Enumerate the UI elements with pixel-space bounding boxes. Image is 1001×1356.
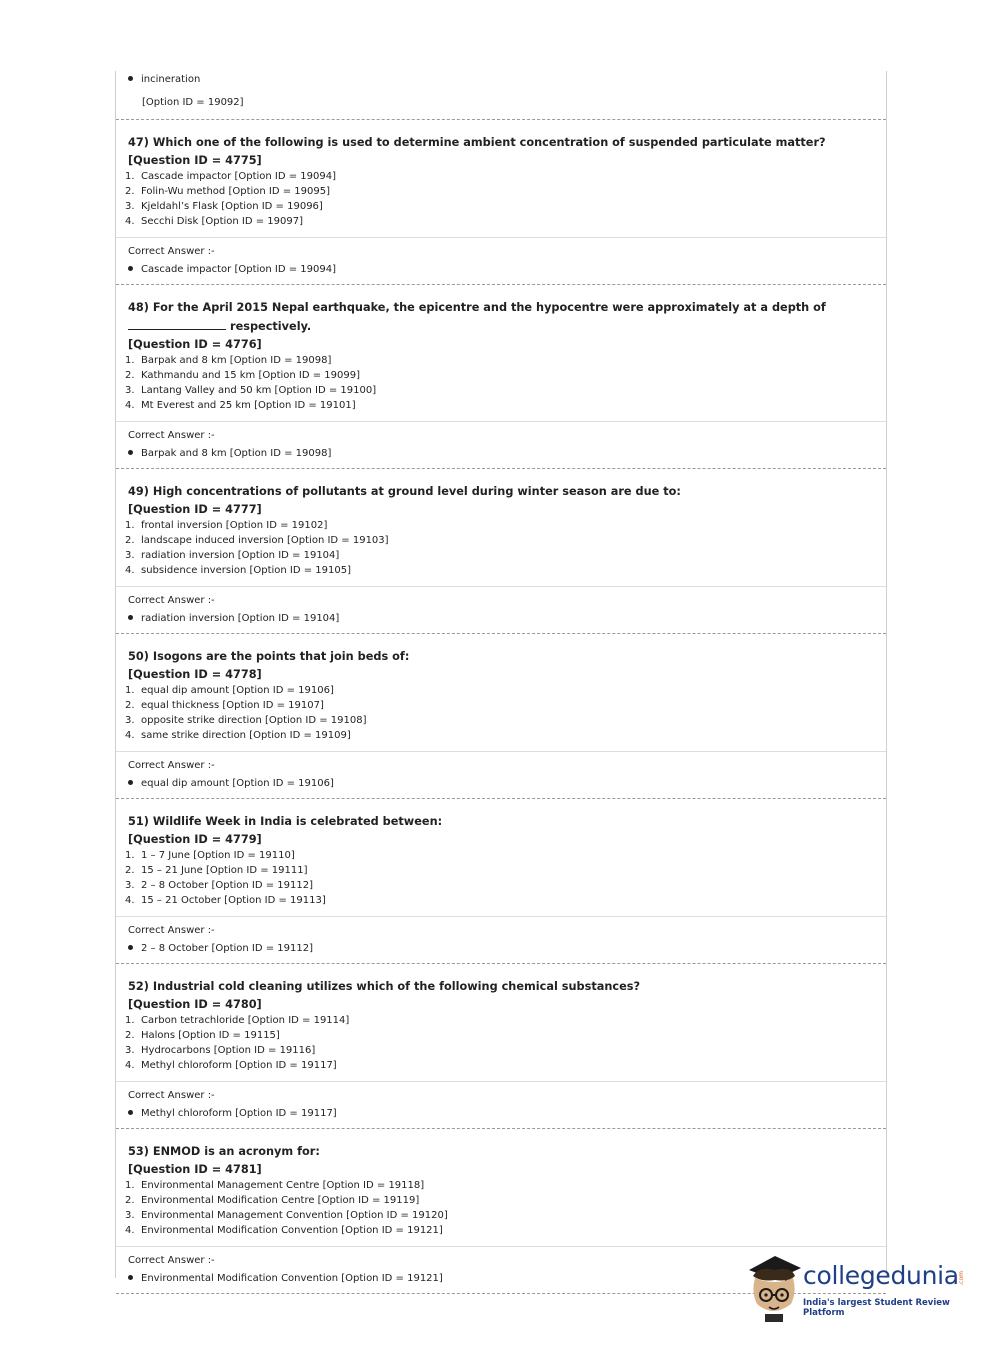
option-text: Cascade impactor [Option ID = 19094] <box>141 171 336 182</box>
option-text: 2 – 8 October [Option ID = 19112] <box>141 880 314 891</box>
question-block <box>116 964 886 1129</box>
question-title <box>128 1143 874 1161</box>
question-title <box>128 813 874 831</box>
question-body <box>116 964 886 1081</box>
option-list <box>125 169 874 229</box>
option-number: 2. <box>125 1030 135 1041</box>
option-list <box>125 683 874 743</box>
option-item <box>125 878 874 893</box>
bullet-icon <box>128 1110 133 1115</box>
brand-tagline: India's largest Student Review Platform <box>803 1298 950 1318</box>
question-number: 47) <box>128 136 149 149</box>
question-text: Which one of the following is used to determine ambient concentration of suspended particulate matter? <box>152 136 826 149</box>
option-item <box>125 728 874 743</box>
question-id: [Question ID = 4780] <box>128 998 262 1011</box>
option-item <box>125 1058 874 1073</box>
option-text: 1 – 7 June [Option ID = 19110] <box>141 850 295 861</box>
correct-answer-text: Methyl chloroform [Option ID = 19117] <box>141 1108 337 1119</box>
option-number: 3. <box>125 880 135 891</box>
option-number: 1. <box>125 355 135 366</box>
brand-name: collegedunia <box>803 1261 959 1290</box>
option-text: Kjeldahl’s Flask [Option ID = 19096] <box>141 201 323 212</box>
mascot-icon <box>745 1252 803 1322</box>
correct-answer-label: Correct Answer :- <box>128 246 215 257</box>
correct-answer-label: Correct Answer :- <box>128 595 215 606</box>
question-body <box>116 1129 886 1246</box>
option-text: frontal inversion [Option ID = 19102] <box>141 520 328 531</box>
option-number: 1. <box>125 171 135 182</box>
option-item <box>125 1193 874 1208</box>
brand-domain: .com <box>958 1271 965 1286</box>
option-number: 4. <box>125 565 135 576</box>
option-item <box>125 398 874 413</box>
question-block <box>116 634 886 799</box>
option-item <box>125 698 874 713</box>
bullet-icon <box>128 266 133 271</box>
correct-answer-value <box>128 1106 874 1122</box>
option-item <box>125 1178 874 1193</box>
option-text: Barpak and 8 km [Option ID = 19098] <box>141 355 332 366</box>
option-item <box>125 368 874 383</box>
option-number: 4. <box>125 1225 135 1236</box>
question-id: [Question ID = 4781] <box>128 1163 262 1176</box>
question-number: 52) <box>128 980 149 993</box>
correct-answer-label: Correct Answer :- <box>128 925 215 936</box>
question-number: 53) <box>128 1145 149 1158</box>
question-body <box>116 799 886 916</box>
option-item <box>125 848 874 863</box>
option-text: landscape induced inversion [Option ID = 19103] <box>141 535 389 546</box>
option-item <box>125 683 874 698</box>
option-text: 15 – 21 June [Option ID = 19111] <box>141 865 308 876</box>
option-text: radiation inversion [Option ID = 19104] <box>141 550 340 561</box>
question-body <box>116 285 886 421</box>
option-item <box>125 533 874 548</box>
option-text: Environmental Modification Convention [Option ID = 19121] <box>141 1225 443 1236</box>
option-text: Folin-Wu method [Option ID = 19095] <box>141 186 331 197</box>
question-title <box>128 483 874 501</box>
option-number: 2. <box>125 1195 135 1206</box>
correct-answer-value <box>128 776 874 792</box>
option-number: 2. <box>125 865 135 876</box>
option-number: 2. <box>125 370 135 381</box>
option-item <box>125 383 874 398</box>
fill-in-blank <box>128 317 226 330</box>
bullet-icon <box>128 615 133 620</box>
option-item <box>125 353 874 368</box>
question-text: For the April 2015 Nepal earthquake, the epicentre and the hypocentre were approximately at a depth of <box>152 301 826 314</box>
question-text: Isogons are the points that join beds of: <box>152 650 410 663</box>
correct-answer-label: Correct Answer :- <box>128 1090 215 1101</box>
option-text: Mt Everest and 25 km [Option ID = 19101] <box>141 400 356 411</box>
option-text: Kathmandu and 15 km [Option ID = 19099] <box>141 370 360 381</box>
question-title <box>128 134 874 152</box>
question-title <box>128 648 874 666</box>
option-item <box>125 214 874 229</box>
correct-answer-text: 2 – 8 October [Option ID = 19112] <box>141 943 314 954</box>
question-list <box>116 120 886 1294</box>
option-text: Environmental Management Convention [Option ID = 19120] <box>141 1210 448 1221</box>
question-block <box>116 469 886 634</box>
option-number: 1. <box>125 685 135 696</box>
option-list <box>125 848 874 908</box>
question-body <box>116 120 886 237</box>
option-text: Secchi Disk [Option ID = 19097] <box>141 216 304 227</box>
bullet-icon <box>128 780 133 785</box>
question-title <box>128 299 874 336</box>
option-number: 1. <box>125 850 135 861</box>
option-number: 3. <box>125 1210 135 1221</box>
option-number: 3. <box>125 201 135 212</box>
option-number: 1. <box>125 1180 135 1191</box>
option-text: same strike direction [Option ID = 19109] <box>141 730 351 741</box>
correct-answer-text: Barpak and 8 km [Option ID = 19098] <box>141 448 332 459</box>
option-text: opposite strike direction [Option ID = 19108] <box>141 715 367 726</box>
option-text: equal dip amount [Option ID = 19106] <box>141 685 334 696</box>
bullet-icon <box>128 945 133 950</box>
option-item <box>125 1043 874 1058</box>
correct-answer-text: equal dip amount [Option ID = 19106] <box>141 778 334 789</box>
option-number: 3. <box>125 550 135 561</box>
option-item <box>125 169 874 184</box>
correct-answer-value <box>128 446 874 462</box>
option-number: 3. <box>125 1045 135 1056</box>
option-item <box>125 184 874 199</box>
option-item <box>125 893 874 908</box>
bullet-icon <box>128 1275 133 1280</box>
option-text: Halons [Option ID = 19115] <box>141 1030 280 1041</box>
option-number: 3. <box>125 385 135 396</box>
option-item <box>125 863 874 878</box>
option-item <box>125 563 874 578</box>
question-title <box>128 978 874 996</box>
question-id: [Question ID = 4777] <box>128 503 262 516</box>
option-text: 15 – 21 October [Option ID = 19113] <box>141 895 326 906</box>
option-text: Hydrocarbons [Option ID = 19116] <box>141 1045 316 1056</box>
question-text: Industrial cold cleaning utilizes which of the following chemical substances? <box>152 980 641 993</box>
option-number: 2. <box>125 186 135 197</box>
option-number: 4. <box>125 895 135 906</box>
question-number: 48) <box>128 301 149 314</box>
option-item <box>125 1223 874 1238</box>
option-number: 4. <box>125 216 135 227</box>
question-paper <box>115 71 887 1284</box>
option-item <box>125 713 874 728</box>
option-item <box>125 1208 874 1223</box>
option-id-text: [Option ID = 19092] <box>142 97 244 108</box>
question-text: respectively. <box>230 320 312 333</box>
question-number: 51) <box>128 815 149 828</box>
option-list <box>125 1178 874 1238</box>
question-id: [Question ID = 4776] <box>128 338 262 351</box>
correct-answer-label: Correct Answer :- <box>128 430 215 441</box>
question-id: [Question ID = 4779] <box>128 833 262 846</box>
option-list <box>125 518 874 578</box>
bullet-icon <box>128 76 133 81</box>
correct-answer-text: Environmental Modification Convention [Option ID = 19121] <box>141 1273 443 1284</box>
correct-answer-section <box>116 751 886 798</box>
question-body <box>116 469 886 586</box>
option-number: 2. <box>125 700 135 711</box>
question-id: [Question ID = 4778] <box>128 668 262 681</box>
collegedunia-logo <box>745 1252 975 1322</box>
option-item <box>125 548 874 563</box>
option-number: 4. <box>125 730 135 741</box>
option-number: 4. <box>125 400 135 411</box>
correct-answer-section <box>116 916 886 963</box>
bullet-icon <box>128 450 133 455</box>
option-list <box>125 353 874 413</box>
option-item <box>125 1028 874 1043</box>
correct-answer-section <box>116 1081 886 1128</box>
correct-answer-section <box>116 421 886 468</box>
option-item <box>125 199 874 214</box>
option-number: 4. <box>125 1060 135 1071</box>
option-text: Environmental Management Centre [Option ID = 19118] <box>141 1180 425 1191</box>
question-text: ENMOD is an acronym for: <box>152 1145 320 1158</box>
correct-answer-section <box>116 237 886 284</box>
option-text: Lantang Valley and 50 km [Option ID = 19100] <box>141 385 377 396</box>
option-number: 2. <box>125 535 135 546</box>
correct-answer-value <box>128 262 874 278</box>
option-number: 1. <box>125 520 135 531</box>
option-text: Environmental Modification Centre [Option ID = 19119] <box>141 1195 420 1206</box>
question-block <box>116 120 886 285</box>
question-number: 50) <box>128 650 149 663</box>
option-item <box>125 1013 874 1028</box>
correct-answer-text: Cascade impactor [Option ID = 19094] <box>141 264 336 275</box>
previous-question-fragment <box>116 73 886 120</box>
question-block <box>116 799 886 964</box>
question-body <box>116 634 886 751</box>
question-id: [Question ID = 4775] <box>128 154 262 167</box>
option-number: 1. <box>125 1015 135 1026</box>
option-item <box>125 518 874 533</box>
option-text: equal thickness [Option ID = 19107] <box>141 700 324 711</box>
answer-bullet-item: incineration <box>128 73 874 87</box>
correct-answer-label: Correct Answer :- <box>128 1255 215 1266</box>
question-number: 49) <box>128 485 149 498</box>
option-text: subsidence inversion [Option ID = 19105] <box>141 565 352 576</box>
question-text: High concentrations of pollutants at ground level during winter season are due to: <box>152 485 681 498</box>
correct-answer-section <box>116 586 886 633</box>
option-text: Carbon tetrachloride [Option ID = 19114] <box>141 1015 350 1026</box>
correct-answer-label: Correct Answer :- <box>128 760 215 771</box>
option-number: 3. <box>125 715 135 726</box>
question-text: Wildlife Week in India is celebrated between: <box>152 815 443 828</box>
correct-answer-value <box>128 611 874 627</box>
question-block <box>116 285 886 469</box>
option-text: Methyl chloroform [Option ID = 19117] <box>141 1060 337 1071</box>
correct-answer-value <box>128 941 874 957</box>
correct-answer-text: radiation inversion [Option ID = 19104] <box>141 613 340 624</box>
option-list <box>125 1013 874 1073</box>
